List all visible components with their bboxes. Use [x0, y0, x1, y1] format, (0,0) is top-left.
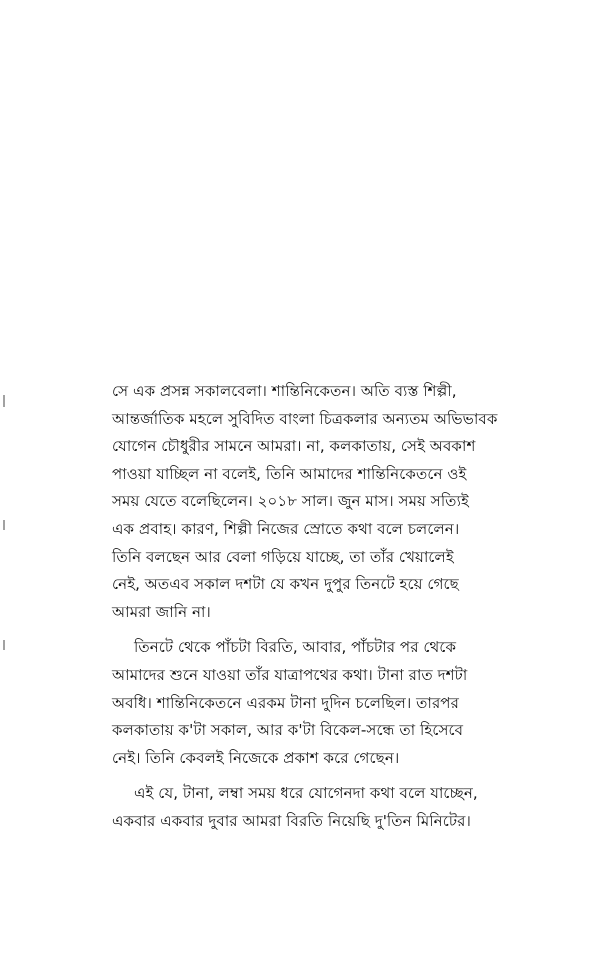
text-line: যোগেন চৌধুরীর সামনে আমরা। না, কলকাতায়, সেই অবকাশ: [112, 437, 476, 456]
text-line: অবধি। শান্তিনিকেতনে এরকম টানা দুদিন চলেছিল। তারপর: [112, 693, 459, 712]
text-line: একবার একবার দুবার আমরা বিরতি নিয়েছি দু'তিন মিনিটের।: [112, 811, 471, 830]
text-line: পাওয়া যাচ্ছিল না বলেই, তিনি আমাদের শান্তিনিকেতনে ওই: [112, 464, 467, 483]
text-line: কলকাতায় ক'টা সকাল, আর ক'টা বিকেল-সন্ধে তা হিসেবে: [112, 721, 464, 740]
scan-edge-mark: [3, 640, 5, 650]
text-line: সময় যেতে বলেছিলেন। ২০১৮ সাল। জুন মাস। সময় সত্যিই: [112, 492, 469, 511]
body-text: [112, 378, 512, 836]
text-line: এই যে, টানা, লম্বা সময় ধরে যোগেনদা কথা বলে যাচ্ছেন,: [134, 784, 478, 803]
text-line: তিনটে থেকে পাঁচটা বিরতি, আবার, পাঁচটার পর থেকে: [134, 638, 457, 657]
text-line: আন্তর্জাতিক মহলে সুবিদিত বাংলা চিত্রকলার অন্যতম অভিভাবক: [112, 409, 498, 428]
text-line: এক প্রবাহ। কারণ, শিল্পী নিজের স্রোতে কথা বলে চললেন।: [112, 519, 460, 538]
scan-edge-mark: [3, 395, 5, 407]
text-line: তিনি বলছেন আর বেলা গড়িয়ে যাচ্ছে, তা তাঁর খেয়ালেই: [112, 547, 454, 566]
text-line: সে এক প্রসন্ন সকালবেলা। শান্তিনিকেতন। অতি ব্যস্ত শিল্পী,: [112, 382, 457, 400]
scan-edge-mark: [3, 520, 5, 530]
text-line: আমরা জানি না।: [112, 602, 211, 621]
text-line: নেই। তিনি কেবলই নিজেকে প্রকাশ করে গেছেন।: [112, 748, 400, 767]
text-line: আমাদের শুনে যাওয়া তাঁর যাত্রাপথের কথা। টানা রাত দশটা: [112, 665, 468, 684]
text-line: নেই, অতএব সকাল দশটা যে কখন দুপুর তিনটে হয়ে গেছে: [112, 575, 459, 594]
